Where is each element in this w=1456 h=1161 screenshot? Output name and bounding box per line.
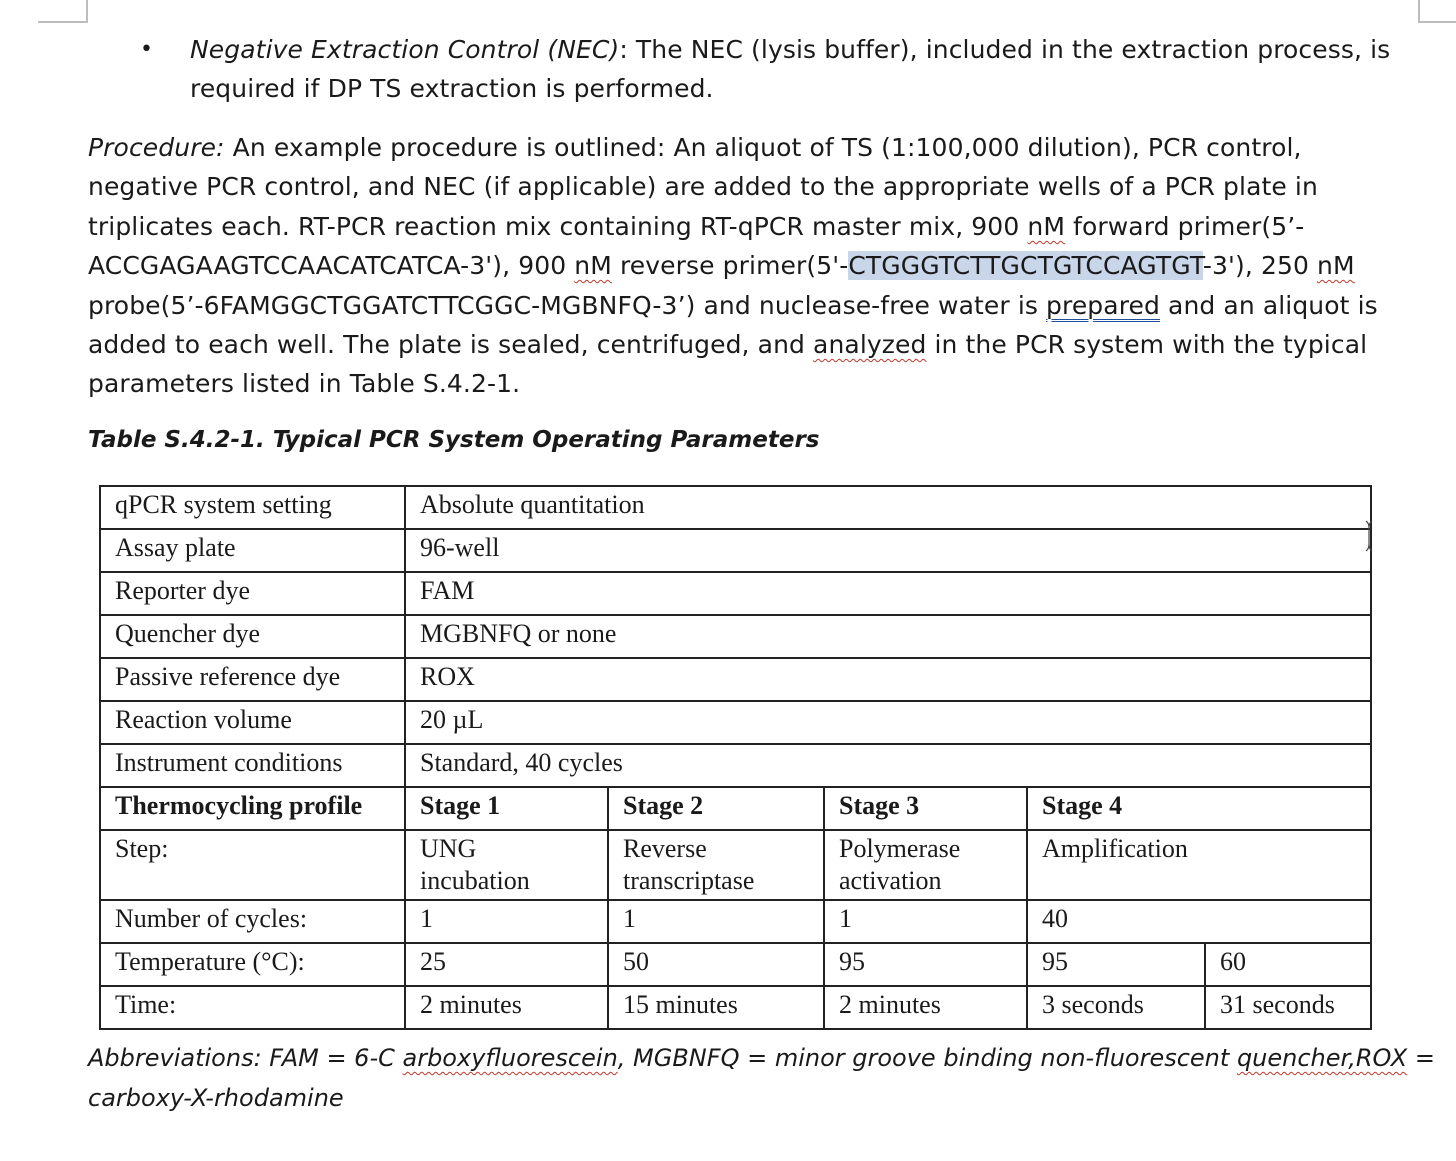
table-row-steps (100, 830, 1371, 900)
procedure-line6b: in the PCR system with the typical (926, 329, 1368, 359)
procedure-line3b: forward primer(5’- (1065, 211, 1305, 241)
procedure-line4b: reverse primer(5'- (611, 251, 849, 281)
spellcheck-word-quencher-rox[interactable]: quencher,ROX (1236, 1044, 1408, 1072)
step-cell: Reverse transcriptase (608, 830, 824, 900)
setting-label: qPCR system setting (100, 486, 405, 529)
bullet-dot: • (140, 37, 154, 62)
selected-text-highlight[interactable]: CTGGGTCTTGCTGTCCAGTGT (848, 251, 1203, 281)
procedure-line4a: ACCGAGAAGTCCAACATCATCA-3'), 900 (88, 251, 575, 281)
setting-label: Reporter dye (100, 572, 405, 615)
cycles-cell: 1 (608, 900, 824, 943)
abbr-line2: carboxy-X-rhodamine (88, 1084, 344, 1112)
table-row (100, 529, 1371, 572)
cycles-cell: 1 (405, 900, 608, 943)
nec-text-line1: : The NEC (lysis buffer), included in the extraction process, is (619, 35, 1391, 64)
nec-label: Negative Extraction Control (NEC) (190, 35, 620, 64)
table-row (100, 572, 1371, 615)
procedure-line5a: probe(5’-6FAMGGCTGGATCTTCGGC-MGBNFQ-3’) and nuclease-free water is (88, 290, 1047, 320)
setting-value: 20 µL (405, 701, 1371, 744)
table-row-cycles (100, 900, 1371, 943)
setting-label: Reaction volume (100, 701, 405, 744)
procedure-line4c: -3'), 250 (1202, 251, 1318, 281)
spellcheck-word-nm[interactable]: nM (1317, 251, 1355, 281)
spellcheck-word-arboxyfluorescein[interactable]: arboxyfluorescein (402, 1044, 618, 1072)
time-cell: 2 minutes (824, 986, 1027, 1029)
pcr-parameters-table (99, 485, 1372, 1030)
setting-label: Passive reference dye (100, 658, 405, 701)
page-corner-mark-left (38, 0, 88, 23)
text-cursor-icon (1365, 520, 1373, 552)
time-cell: 2 minutes (405, 986, 608, 1029)
step-cell: Polymerase activation (824, 830, 1027, 900)
cycles-cell: 40 (1027, 900, 1371, 943)
temperature-cell: 50 (608, 943, 824, 986)
table-row (100, 701, 1371, 744)
stage-header: Stage 4 (1027, 787, 1371, 830)
bullet-item-nec (140, 30, 1430, 109)
grammar-check-word-prepared[interactable]: prepared (1046, 290, 1160, 320)
cycles-label: Number of cycles: (100, 900, 405, 943)
temperature-cell: 60 (1205, 943, 1371, 986)
table-row (100, 486, 1371, 529)
table-row-time (100, 986, 1371, 1029)
procedure-line6a: added to each well. The plate is sealed, centrifuged, and (88, 329, 814, 359)
abbr-text-a: Abbreviations: FAM = 6-C (88, 1044, 403, 1072)
temperature-cell: 95 (824, 943, 1027, 986)
temperature-cell: 95 (1027, 943, 1205, 986)
setting-label: Instrument conditions (100, 744, 405, 787)
table-row (100, 615, 1371, 658)
setting-value: 96-well (405, 529, 1371, 572)
abbr-text-b: , MGBNFQ = minor groove binding non-fluorescent (617, 1044, 1237, 1072)
setting-value: Standard, 40 cycles (405, 744, 1371, 787)
procedure-line7: parameters listed in Table S.4.2-1. (88, 369, 521, 399)
spellcheck-word-nm[interactable]: nM (1027, 211, 1065, 241)
table-row (100, 744, 1371, 787)
temperature-label: Temperature (°C): (100, 943, 405, 986)
step-label: Step: (100, 830, 405, 900)
abbr-text-c: = (1407, 1044, 1435, 1072)
table-row (100, 658, 1371, 701)
setting-label: Assay plate (100, 529, 405, 572)
procedure-line2: negative PCR control, and NEC (if applicable) are added to the appropriate wells of a PCR plate in (88, 172, 1318, 202)
table-row-stages (100, 787, 1371, 830)
spellcheck-word-nm[interactable]: nM (574, 251, 612, 281)
table-row-temperature (100, 943, 1371, 986)
setting-value: Absolute quantitation (405, 486, 1371, 529)
time-cell: 15 minutes (608, 986, 824, 1029)
time-label: Time: (100, 986, 405, 1029)
spellcheck-word-analyzed[interactable]: analyzed (813, 329, 927, 359)
procedure-paragraph (88, 128, 1428, 404)
procedure-label: Procedure: (88, 133, 225, 162)
stage-header: Stage 2 (608, 787, 824, 830)
page-corner-mark-right (1418, 0, 1456, 23)
setting-label: Quencher dye (100, 615, 405, 658)
stage-header: Stage 3 (824, 787, 1027, 830)
setting-value: MGBNFQ or none (405, 615, 1371, 658)
table-caption: Table S.4.2-1. Typical PCR System Operating Parameters (88, 427, 820, 453)
step-cell: Amplification (1027, 830, 1371, 900)
abbreviations-note (88, 1038, 1435, 1118)
nec-text-line2: required if DP TS extraction is performed. (190, 74, 714, 104)
procedure-line3a: triplicates each. RT-PCR reaction mix containing RT-qPCR master mix, 900 (88, 211, 1028, 241)
step-cell: UNG incubation (405, 830, 608, 900)
procedure-line5b: and an aliquot is (1159, 290, 1378, 320)
setting-value: FAM (405, 572, 1371, 615)
temperature-cell: 25 (405, 943, 608, 986)
time-cell: 3 seconds (1027, 986, 1205, 1029)
cycles-cell: 1 (824, 900, 1027, 943)
procedure-line1: An example procedure is outlined: An aliquot of TS (1:100,000 dilution), PCR control, (224, 133, 1302, 162)
time-cell: 31 seconds (1205, 986, 1371, 1029)
setting-value: ROX (405, 658, 1371, 701)
profile-label: Thermocycling profile (100, 787, 405, 830)
stage-header: Stage 1 (405, 787, 608, 830)
